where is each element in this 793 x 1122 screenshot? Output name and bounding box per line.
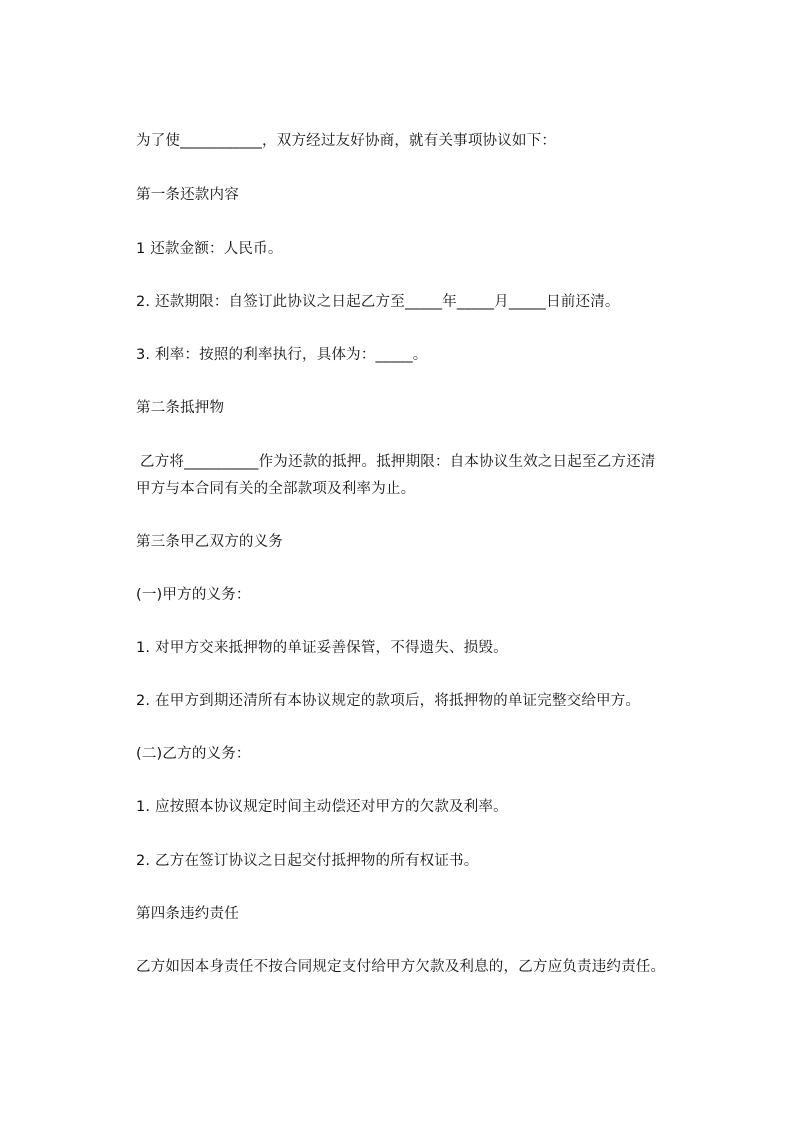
article-1-item-3: 3. 利率：按照的利率执行，具体为：_____。 (136, 347, 428, 363)
party-a-obligation-1: 1. 对甲方交来抵押物的单证妥善保管，不得遗失、损毁。 (136, 640, 508, 656)
article-2-body-line-2: 甲方与本合同有关的全部款项及利率为止。 (136, 481, 416, 497)
article-1-heading: 第一条还款内容 (136, 187, 239, 203)
article-2-body-line-1: 乙方将__________作为还款的抵押。抵押期限：自本协议生效之日起至乙方还清 (140, 454, 656, 470)
article-3-heading: 第三条甲乙双方的义务 (136, 534, 283, 550)
intro-paragraph: 为了使___________，双方经过友好协商，就有关事项协议如下： (136, 133, 557, 149)
article-4-heading: 第四条违约责任 (136, 906, 239, 922)
party-a-obligations-heading: (一)甲方的义务： (136, 587, 251, 603)
party-b-obligation-1: 1. 应按照本协议规定时间主动偿还对甲方的欠款及利率。 (136, 799, 508, 815)
article-4-body: 乙方如因本身责任不按合同规定支付给甲方欠款及利息的，乙方应负责违约责任。 (136, 959, 666, 975)
article-1-item-1: 1 还款金额：人民币。 (136, 241, 283, 257)
party-b-obligation-2: 2. 乙方在签订协议之日起交付抵押物的所有权证书。 (136, 853, 479, 869)
article-2-heading: 第二条抵押物 (136, 400, 225, 416)
party-a-obligation-2: 2. 在甲方到期还清所有本协议规定的款项后，将抵押物的单证完整交给甲方。 (136, 693, 641, 709)
party-b-obligations-heading: (二)乙方的义务： (136, 746, 251, 762)
article-1-item-2: 2. 还款期限：自签订此协议之日起乙方至_____年_____月_____日前还清。 (136, 294, 620, 310)
